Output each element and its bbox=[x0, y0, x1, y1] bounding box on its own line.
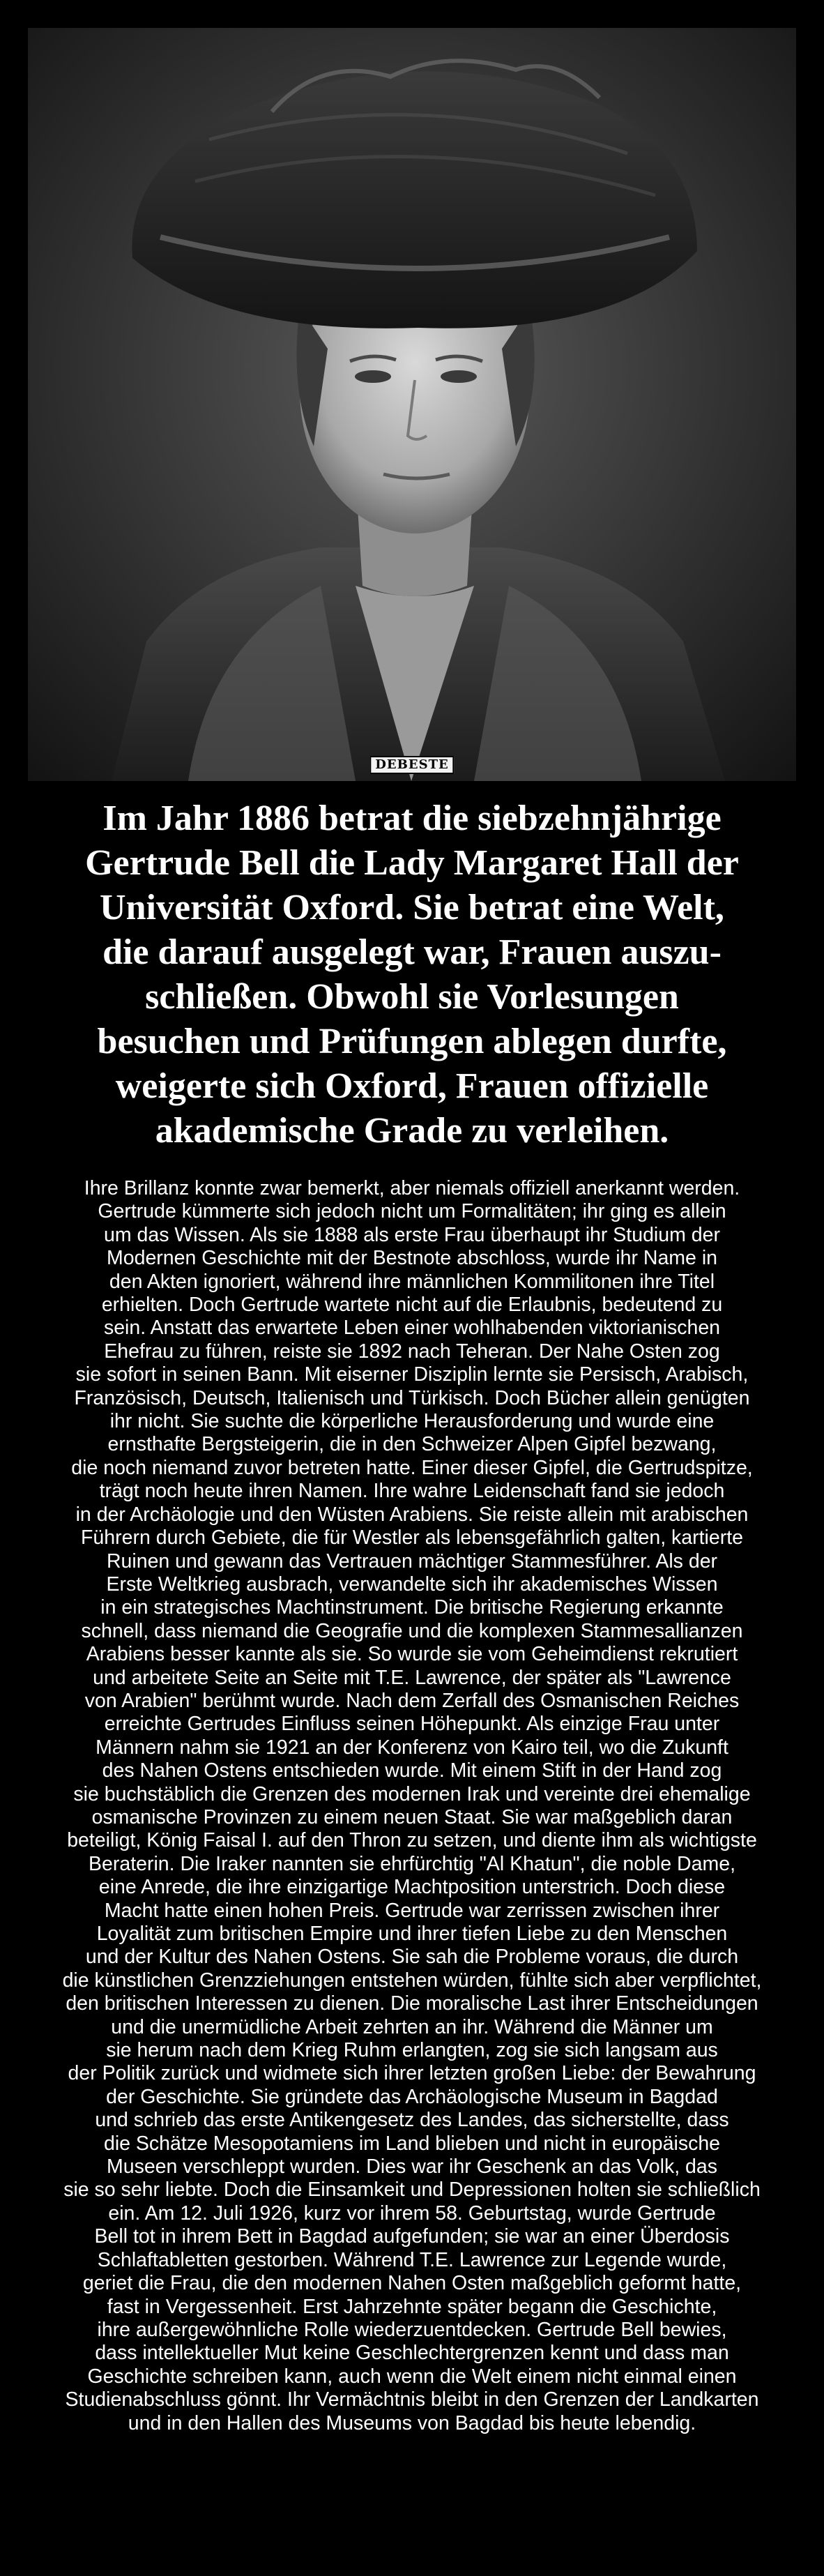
body-text: Ihre Brillanz konnte zwar bemerkt, aber niemals offiziell anerkannt werden. Gertrude kümmerte sich jedoch nicht um Formalitäten; ihr ging es allein um das Wissen. Als sie 1888 als erste Frau überhaupt ihr Studium der Modernen Geschichte mit der Bestnote abschloss, wurde ihr Name in den Akten ignoriert, während ihre männlichen Kommilitonen ihre Titel erhielten. Doch Gertrude wartete nicht auf die Erlaubnis, bedeutend zu sein. Anstatt das erwartete Leben einer wohlhabenden viktorianischen Ehefrau zu führen, reiste sie 1892 nach Teheran. Der Nahe Osten zog sie sofort in seinen Bann. Mit eiserner Disziplin lernte sie Persisch, Arabisch, Französisch, Deutsch, Italienisch und Türkisch. Doch Bücher allein genügten ihr nicht. Sie suchte die körperliche Herausforderung und wurde eine ernsthafte Bergsteigerin, die in den Schweizer Alpen Gipfel bezwang, die noch niemand zuvor betreten hatte. Einer dieser Gipfel, die Gertrudspitze, trägt noch heute ihren Namen. Ihre wahre Leidenschaft fand sie jedoch in der Archäologie und den Wüsten Arabiens. Sie reiste allein mit arabischen Führern durch Gebiete, die für Westler als lebensgefährlich galten, kartierte Ruinen und gewann das Vertrauen mächtiger Stammesführer. Als der Erste Weltkrieg ausbrach, verwandelte sich ihr akademisches Wissen in ein strategisches Machtinstrument. Die britische Regierung erkannte schnell, dass niemand die Geografie und die komplexen Stammesallianzen Arabiens besser kannte als sie. So wurde sie vom Geheimdienst rekrutiert und arbeitete Seite an Seite mit T.E. Lawrence, der später als "Lawrence von Arabien" berühmt wurde. Nach dem Zerfall des Osmanischen Reiches erreichte Gertrudes Einfluss seinen Höhepunkt. Als einzige Frau unter Männern nahm sie 1921 an der Konferenz von Kairo teil, wo die Zukunft des Nahen Ostens entschieden wurde. Mit einem Stift in der Hand zog sie buchstäblich die Grenzen des modernen Irak und vereinte drei ehemalige osmanische Provinzen zu einem neuen Staat. Sie war maßgeblich daran beteiligt, König Faisal I. auf den Thron zu setzen, und diente ihm als wichtigste Beraterin. Die Iraker nannten sie ehrfürchtig "Al Khatun", die noble Dame, eine Anrede, die ihre einzigartige Machtposition unterstrich. Doch diese Macht hatte einen hohen Preis. Gertrude war zerrissen zwischen ihrer Loyalität zum britischen Empire und ihrer tiefen Liebe zu den Menschen und der Kultur des Nahen Ostens. Sie sah die Probleme voraus, die durch die künstlichen Grenzziehungen entstehen würden, fühlte sich aber verpflichtet, den britischen Interessen zu dienen. Die moralische Last ihrer Entscheidungen und die unermüdliche Arbeit zehrten an ihr. Während die Männer um sie herum nach dem Krieg Ruhm erlangten, zog sie sich langsam aus der Politik zurück und widmete sich ihrer letzten großen Liebe: der Bewahrung der Geschichte. Sie gründete das Archäologische Museum in Bagdad und schrieb das erste Antikengesetz des Landes, das sicherstellte, dass die Schätze Mesopotamiens im Land blieben und nicht in europäische Museen verschleppt wurden. Dies war ihr Geschenk an das Volk, das sie so sehr liebte. Doch die Einsamkeit und Depressionen holten sie schließlich ein. Am 12. Juli 1926, kurz vor ihrem 58. Geburtstag, wurde Gertrude Bell tot in ihrem Bett in Bagdad aufgefunden; sie war an einer Überdosis Schlaftabletten gestorben. Während T.E. Lawrence zur Legende wurde, geriet die Frau, die den modernen Nahen Osten maßgeblich geformt hatte, fast in Vergessenheit. Erst Jahrzehnte später begann die Geschichte, ihre außergewöhnliche Rolle wiederzuentdecken. Gertrude Bell bewies, dass intellektueller Mut keine Geschlechtergrenzen kennt und dass man Geschichte schreiben kann, auch wenn die Welt einem nicht einmal einen Studienabschluss gönnt. Ihr Vermächtnis bleibt in den Grenzen der Landkarten und in den Hallen des Museums von Bagdad bis heute lebendig. bbox=[62, 1177, 762, 2434]
watermark-logo: DEBESTE bbox=[369, 756, 454, 774]
headline: Im Jahr 1886 betrat die siebzehnjährige Gertrude Bell die Lady Margaret Hall der Universität Oxford. Sie betrat eine Welt, die darauf ausgelegt war, Frauen auszu- schließen. Obwohl sie Vorlesungen besuchen und Prüfungen ablegen durfte, weigerte sich Oxford, Frauen offizielle akademische Grade zu verleihen. bbox=[85, 798, 739, 1151]
portrait-image bbox=[28, 28, 796, 781]
portrait-photo bbox=[28, 28, 796, 781]
